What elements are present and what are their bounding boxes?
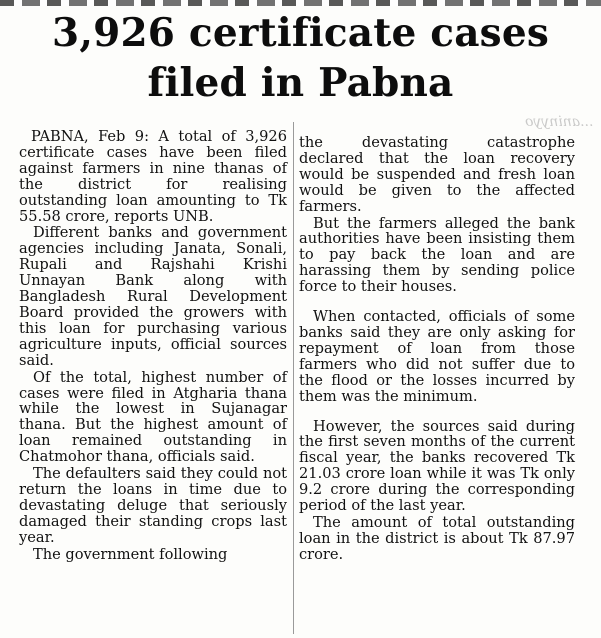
show-through-text: ...aninyyo <box>524 114 593 130</box>
column-rule <box>293 122 294 634</box>
paragraph: Of the total, highest number of cases were filed in Atgharia thana while the lowest in Sujanagar thana. But the highest amount of loan remained outstanding in Chatmohor thana, officials said. <box>19 368 287 466</box>
paragraph: However, the sources said during the first seven months of the current fiscal year, the banks recovered Tk 21.03 crore loan while it was Tk only 9.2 crore during the corresponding period of the last year. <box>299 417 575 515</box>
headline-line-2: filed in Pabna <box>147 60 454 106</box>
right-column <box>299 135 575 563</box>
paragraph: Different banks and government agencies including Janata, Sonali, Rupali and Rajshahi Krishi Unnayan Bank along with Bangladesh Rural Development Board provided the growers with this loan for purchasing various agriculture inputs, official sources said. <box>19 224 287 369</box>
torn-top-edge <box>0 0 601 6</box>
paragraph-dateline: PABNA, Feb 9: A total of 3,926 certificate cases have been filed against farmers in nine thanas of the district for realising outstanding loan amounting to Tk 55.58 crore, reports UNB. <box>19 128 287 225</box>
paragraph: The amount of total outstanding loan in the district is about Tk 87.97 crore. <box>299 513 575 563</box>
paragraph-continued: the devastating catastrophe declared that the loan recovery would be suspended and fresh loan would be given to the affected farmers. <box>299 134 575 215</box>
paragraph: When contacted, officials of some banks said they are only asking for repayment of loan from those farmers who did not suffer due to the flood or the losses incurred by them was the minimum. <box>299 308 575 405</box>
headline <box>0 8 601 108</box>
paragraph: But the farmers alleged the bank authorities have been insisting them to pay back the loan and are harassing them by sending police force to their houses. <box>299 214 575 296</box>
paragraph: The government following <box>33 545 228 563</box>
paragraph: The defaulters said they could not return the loans in time due to devastating deluge that seriously damaged their standing crops last year. <box>19 465 287 546</box>
left-column <box>19 129 287 562</box>
headline-line-1: 3,926 certificate cases <box>52 10 549 56</box>
